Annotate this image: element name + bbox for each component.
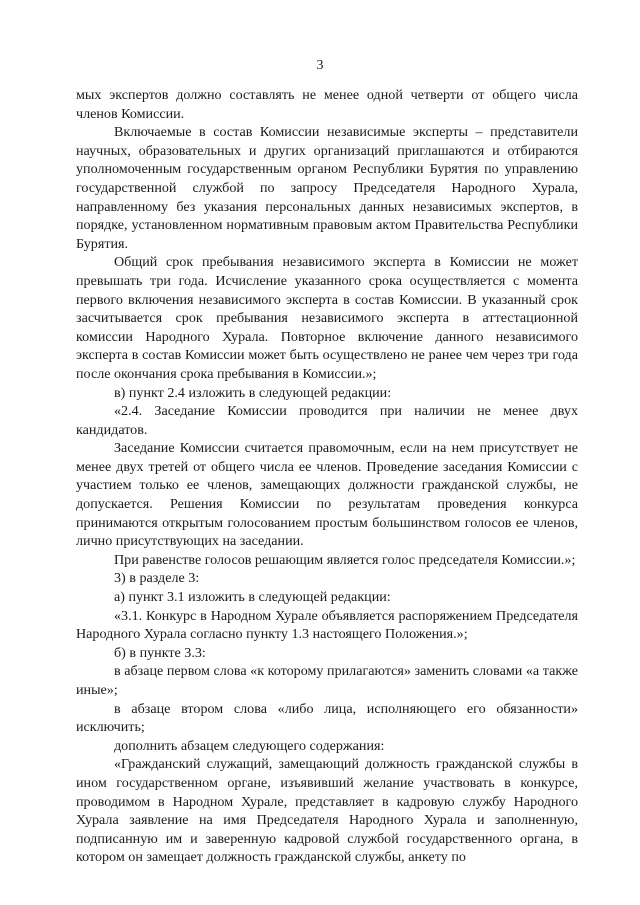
paragraph: «2.4. Заседание Комиссии проводится при наличии не менее двух кандидатов. [76,403,578,438]
paragraph: в абзаце первом слова «к которому прилагаются» заменить словами «а также иные»; [76,663,578,698]
paragraph: в) пункт 2.4 изложить в следующей редакции: [114,384,392,401]
paragraph: мых экспертов должно составлять не менее одной четверти от общего числа членов Комиссии. [76,87,578,122]
paragraph: Общий срок пребывания независимого эксперта в Комиссии не может превышать три года. Исчисление указанного срока осуществляется с момента первого включения независимого эксперта в состав Комиссии. В указанный срок засчитывается срок пребывания независимого эксперта в аттестационной комиссии Народного Хурала. Повторное включение данного независимого эксперта в состав Комиссии может быть осуществлено не ранее чем через три года после окончания срока пребывания в Комиссии.»; [76,254,578,382]
paragraph: Включаемые в состав Комиссии независимые эксперты – представители научных, образовательных и других организаций приглашаются и отбираются уполномоченным государственным органом Республики Бурятия по управлению государственной службой по запросу Председателя Народного Хурала, направленному без указания персональных данных независимых экспертов, в порядке, установленном нормативным правовым актом Правительства Республики Бурятия. [76,124,578,252]
document-body [76,86,578,867]
paragraph: Заседание Комиссии считается правомочным, если на нем присутствует не менее двух третей от общего числа ее членов. Проведение заседания Комиссии с участием только ее членов, замещающих должности гражданской службы, не допускается. Решения Комиссии по результатам проведения конкурса принимаются открытым голосованием простым большинством голосов ее членов, лично присутствующих на заседании. [76,440,578,550]
page-number: 3 [316,58,324,73]
paragraph: в абзаце втором слова «либо лица, исполняющего его обязанности» исключить; [76,700,578,736]
paragraph: б) в пункте 3.3: [114,644,206,661]
paragraph: При равенстве голосов решающим является голос председателя Комиссии.»; [114,551,576,568]
paragraph: 3) в разделе 3: [114,570,200,587]
paragraph: «Гражданский служащий, замещающий должность гражданской службы в ином государственном органе, изъявивший желание участвовать в конкурсе, проводимом в Народном Хурале, представляет в кадровую службу Народного Хурала заявление на имя Председателя Народного Хурала и заполненную, подписанную им и заверенную кадровой службой государственного органа, в котором он замещает должность гражданской службы, анкету по [76,756,578,866]
paragraph: дополнить абзацем следующего содержания: [114,737,385,754]
paragraph: а) пункт 3.1 изложить в следующей редакции: [114,589,391,606]
paragraph: «3.1. Конкурс в Народном Хурале объявляется распоряжением Председателя Народного Хурала согласно пункту 1.3 настоящего Положения.»; [76,607,578,643]
